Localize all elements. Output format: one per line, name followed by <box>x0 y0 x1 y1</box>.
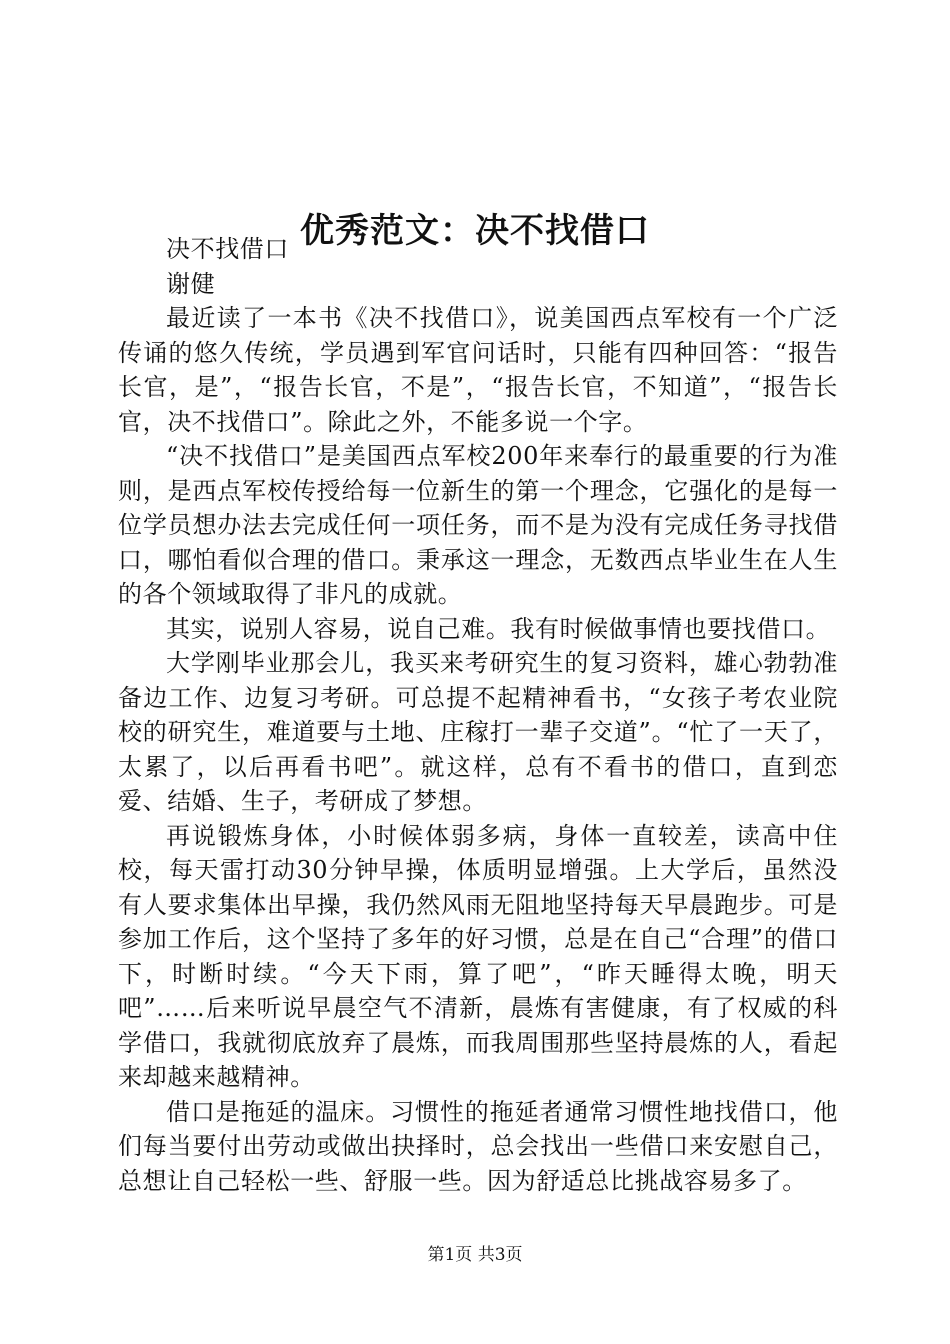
paragraph-author: 谢健 <box>166 269 216 298</box>
paragraph-subtitle: 决不找借口 <box>166 235 289 263</box>
paragraph: 借口是拖延的温床。习惯性的拖延者通常习惯性地找借口，他们每当要付出劳动或做出抉择时，总会找出一些借口来安慰自己，总想让自己轻松一些、舒服一些。因为舒适总比挑战容易多了。 <box>118 1097 838 1195</box>
paragraph: 最近读了一本书《决不找借口》，说美国西点军校有一个广泛传诵的悠久传统，学员遇到军官问话时，只能有四种回答：“报告长官，是”，“报告长官，不是”，“报告长官，不知道”，“报告长官，决不找借口”。除此之外，不能多说一个字。 <box>118 304 838 436</box>
page-footer: 第1页 共3页 <box>427 1245 523 1265</box>
paragraph: 再说锻炼身体，小时候体弱多病，身体一直较差，读高中住校，每天雷打动30分钟早操，体质明显增强。上大学后，虽然没有人要求集体出早操，我仍然风雨无阻地坚持每天早晨跑步。可是参加工作后，这个坚持了多年的好习惯，总是在自己“合理”的借口下，时断时续。“今天下雨，算了吧”，“昨天睡得太晚，明天吧”……后来听说早晨空气不清新，晨炼有害健康，有了权威的科学借口，我就彻底放弃了晨炼，而我周围那些坚持晨炼的人，看起来却越来越精神。 <box>118 821 838 1091</box>
document-title: 优秀范文：决不找借口 <box>300 210 650 251</box>
paragraph: “决不找借口”是美国西点军校200年来奉行的最重要的行为准则，是西点军校传授给每一位新生的第一个理念，它强化的是每一位学员想办法去完成任何一项任务，而不是为没有完成任务寻找借口，哪怕看似合理的借口。秉承这一理念，无数西点毕业生在人生的各个领域取得了非凡的成就。 <box>118 442 838 608</box>
paragraph: 大学刚毕业那会儿，我买来考研究生的复习资料，雄心勃勃准备边工作、边复习考研。可总提不起精神看书，“女孩子考农业院校的研究生，难道要与土地、庄稼打一辈子交道”。“忙了一天了，太累了，以后再看书吧”。就这样，总有不看书的借口，直到恋爱、结婚、生子，考研成了梦想。 <box>118 649 838 815</box>
document-body <box>118 232 838 1198</box>
paragraph: 其实，说别人容易，说自己难。我有时候做事情也要找借口。 <box>166 614 831 643</box>
